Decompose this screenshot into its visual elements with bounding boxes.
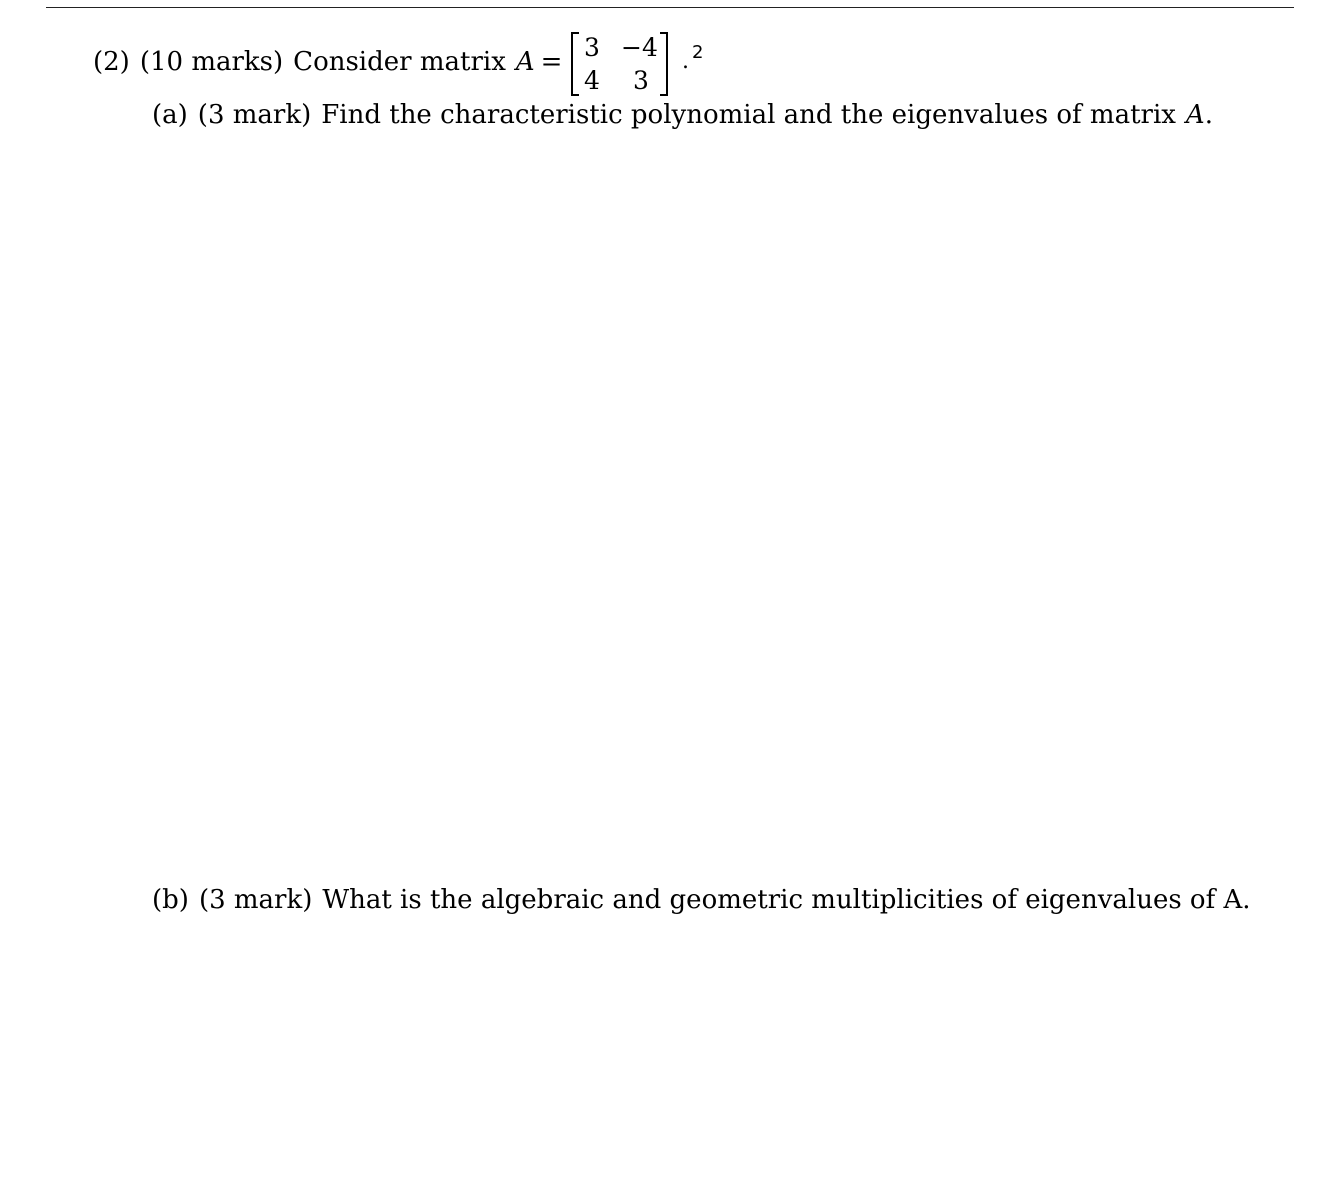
part-a-marks: (3 mark) bbox=[197, 100, 312, 130]
question-stem: Consider matrix bbox=[293, 47, 506, 77]
part-a bbox=[152, 102, 1213, 128]
footnote-mark: 2 bbox=[692, 42, 704, 63]
matrix-cell-r2c1: 4 bbox=[584, 66, 600, 95]
matrix-cell-r2c2: 3 bbox=[633, 66, 649, 95]
part-a-end: . bbox=[1204, 100, 1213, 130]
part-b-marks: (3 mark) bbox=[198, 885, 313, 915]
top-rule bbox=[46, 7, 1294, 8]
equals-sign: = bbox=[540, 47, 563, 77]
matrix-name: A bbox=[515, 47, 535, 77]
question-line bbox=[93, 49, 572, 75]
part-a-text: Find the characteristic polynomial and the eigenvalues of matrix bbox=[321, 100, 1176, 130]
part-b-text: What is the algebraic and geometric multiplicities of eigenvalues of A. bbox=[322, 885, 1251, 915]
question-marks: (10 marks) bbox=[139, 47, 284, 77]
part-a-label: (a) bbox=[152, 100, 188, 130]
matrix-A bbox=[566, 30, 716, 100]
question-terminator: . bbox=[682, 49, 689, 74]
matrix-cell-r1c2: −4 bbox=[621, 33, 658, 62]
matrix-cell-r1c1: 3 bbox=[584, 33, 600, 62]
question-number: (2) bbox=[93, 47, 130, 77]
part-b-label: (b) bbox=[152, 885, 189, 915]
part-a-math-ref: A bbox=[1185, 100, 1205, 130]
part-b bbox=[152, 887, 1251, 913]
matrix-left-bracket bbox=[571, 32, 579, 96]
matrix-right-bracket bbox=[660, 32, 668, 96]
